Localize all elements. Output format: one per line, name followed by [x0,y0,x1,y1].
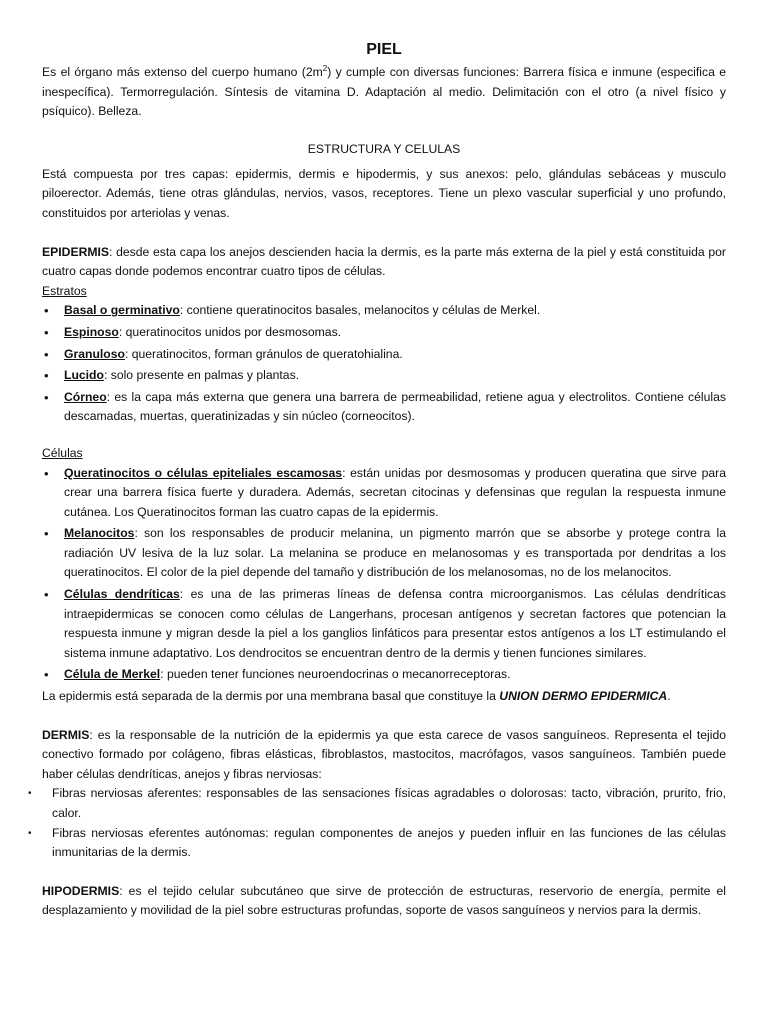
intro-text-b: ) y cumple con diversas funciones: Barrera física e inmune (especifica e inespecífica). Termorregulación. Síntesis de vitamina D. Adaptación al medio. Delimitación con el otro (a nivel físico y psíquico). Belleza. [42,65,726,119]
intro-text-a: Es el órgano más extenso del cuerpo humano (2m [42,65,323,79]
structure-paragraph: Está compuesta por tres capas: epidermis, dermis e hipodermis, y sus anexos: pelo, glándulas sebáceas y musculo piloerector. Además, tiene otras glándulas, nervios, vasos, receptores. Tiene un plexo vascular superficial y uno profundo, constituidos por arteriolas y venas. [42,166,726,220]
strata-text: : queratinocitos unidos por desmosomas. [118,324,342,339]
cell-term: Célula de Merkel [64,667,161,682]
hipodermis-label: HIPODERMIS [42,883,120,898]
list-item [42,388,726,427]
hipodermis-text: : es el tejido celular subcutáneo que sirve de protección de estructuras, reservorio de energía, permite el desplazamiento y movilidad de la piel sobre estructuras profundas, soporte de vasos sanguíneos y nervios para la dermis. [42,883,726,918]
strata-term: Basal o germinativo [64,303,180,318]
bullet-icon: • [44,587,49,603]
list-item [42,323,726,343]
hipodermis-paragraph [42,882,726,921]
bullet-icon: • [44,303,49,319]
list-item [42,345,726,365]
epidermis-label: EPIDERMIS [42,244,110,259]
fiber-text: Fibras nerviosas eferentes autónomas: regulan componentes de anejos y pueden influir en las funciones de las células inmunitarias de la dermis. [52,825,726,860]
bullet-icon: • [44,465,49,481]
strata-text: : contiene queratinocitos basales, melanocitos y células de Merkel. [179,303,541,318]
intro-superscript: 2 [322,63,328,73]
fibers-list [28,784,726,862]
strata-term: Espinoso [64,324,119,339]
strata-list [42,301,726,427]
list-item [42,464,726,523]
list-item [42,524,726,583]
epidermis-closing [42,687,726,707]
dermis-text: : es la responsable de la nutrición de la epidermis ya que esta carece de vasos sanguíneos. Representa el tejido conectivo formado por colágeno, fibras elásticas, fibroblastos, mastocitos, macrófagos, vasos sanguíneos. También puede haber células dendríticas, anejos y fibras nerviosas: [42,727,726,781]
cell-text: : están unidas por desmosomas y producen queratina que sirve para crear una barrera física fuerte y duradera. Además, secretan citocinas y defensinas que regulan la respuesta inmune cutánea. Los Queratinocitos forman las cuatro capas de la epidermis. [64,465,726,519]
bullet-icon: • [44,368,49,384]
dermis-label: DERMIS [42,727,90,742]
spacer [42,863,726,882]
bullet-icon: • [44,389,49,405]
list-item [28,784,726,823]
strata-label: Estratos [42,283,87,298]
bullet-icon: • [44,346,49,362]
page-title: PIEL [366,41,402,58]
fiber-text: Fibras nerviosas aferentes: responsables de las sensaciones físicas agradables o dolorosas: tacto, vibración, prurito, frio, calor. [52,786,726,820]
strata-term: Lucido [64,368,104,383]
cell-text: : son los responsables de producir melanina, un pigmento marrón que se absorbe y protege contra la radiación UV lesiva de la luz solar. La melanina se produce en melanosomas y es transportada por dendritas a los queratinocitos. El color de la piel depende del tamaño y distribución de los melanosomas, no de los melanocitos. [64,526,726,580]
bullet-icon: • [28,788,32,800]
list-item [42,366,726,386]
structure-heading: ESTRUCTURA Y CELULAS [307,141,461,156]
closing-text: La epidermis está separada de la dermis por una membrana basal que constituye la [42,689,500,704]
spacer [42,707,726,726]
closing-period: . [667,689,671,704]
bullet-icon: • [44,667,49,683]
cells-list [42,464,726,686]
cell-term: Melanocitos [64,526,135,541]
bullet-icon: • [28,827,32,839]
list-item [42,301,726,321]
strata-text: : es la capa más externa que genera una barrera de permeabilidad, retiene agua y electrolitos. Contiene células descamadas, muertas, queratinizadas y sin núcleo (corneocitos). [64,389,726,424]
epidermis-text: : desde esta capa los anejos descienden hacia la dermis, es la parte más externa de la piel y está constituida por cuatro capas donde podemos encontrar cuatro tipos de células. [42,244,726,279]
list-item [42,665,726,685]
list-item [28,824,726,863]
strata-term: Granuloso [64,346,125,361]
cell-text: : es una de las primeras líneas de defensa contra microorganismos. Las células dendríticas intraepidermicas se conocen como células de Langerhans, procesan antígenos y secretan factores que potencian la respuesta inmune y migran desde la piel a los ganglios linfáticos para presentar estos antígenos a los LT estimulando el sistema inmune adaptativo. Los dendrocitos se encuentran dentro de la dermis y tienen funciones similares. [64,587,726,660]
list-item [42,585,726,663]
epidermis-paragraph [42,243,726,282]
cell-term: Células dendríticas [64,587,180,602]
cells-label: Células [42,445,83,460]
spacer [42,429,726,444]
bullet-icon: • [44,324,49,340]
intro-paragraph [42,63,726,122]
strata-text: : queratinocitos, forman gránulos de queratohialina. [124,346,403,361]
strata-text: : solo presente en palmas y plantas. [103,368,300,383]
closing-emphasis: UNION DERMO EPIDERMICA [499,689,668,704]
cell-term: Queratinocitos o células epiteliales escamosas [64,465,343,480]
dermis-paragraph [42,726,726,785]
bullet-icon: • [44,526,49,542]
spacer [42,224,726,243]
strata-term: Córneo [64,389,107,404]
cell-text: : pueden tener funciones neuroendocrinas o mecanorreceptoras. [160,667,511,682]
